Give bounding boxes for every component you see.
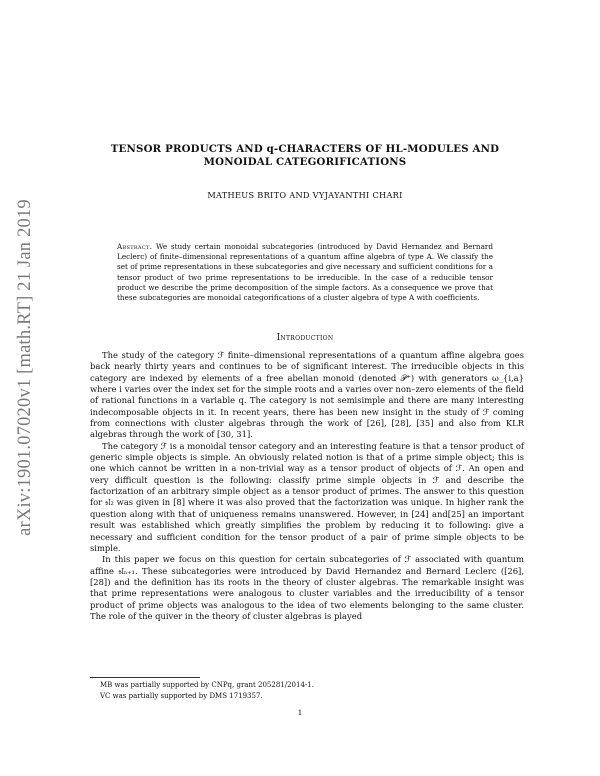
footnote: VC was partially supported by DMS 1719357. [100,691,263,700]
paper-authors: MATHEUS BRITO AND VYJAYANTHI CHARI [207,190,403,200]
abstract-label: Abstract. [117,242,153,251]
footnote: MB was partially supported by CNPq, grant 205281/2014-1. [100,681,314,689]
footnote-divider [90,677,200,678]
page-number: 1 [297,708,303,717]
paragraph: The category ℱ is a monoidal tensor category and an interesting feature is that a tensor product of generic simple objects is simple. An obviously related notion is that of a prime simple object; this is one which cannot be written in a non-trivial way as a tensor product of objects of ℱ. An open and very difficult question is the following: classify prime simple objects in ℱ and describe the factorization of an arbitrary simple object as a tensor product of primes. The answer to this question for 𝔰𝔩₂ was given in [8] where it was also proved that the factorization was unique. In higher rank the question along with that of uniqueness remains unanswered. However, in [24] and[25] an important result was established which greatly simplifies the problem by reducing it to following: give a necessary and sufficient condition for the tensor product of a pair of prime simple objects to be simple. [90,440,524,553]
arxiv-identifier-text: arXiv:1901.07020v1 [math.RT] 21 Jan 2019 [14,198,35,536]
footnotes [90,680,524,701]
paragraph: The study of the category ℱ finite–dimensional representations of a quantum affine algebra goes back nearly thirty years and continues to be of significant interest. The irreducible objects in this category are indexed by elements of a free abelian monoid (denoted 𝒫⁺) with generators ω_{i,a} where i varies over the index set for the simple roots and a varies over non–zero elements of the field of rational functions in a variable q. The category is not semisimple and there are many interesting indecomposable objects in it. In recent years, there has been new insight in the study of ℱ coming from connections with cluster algebras through the work of [26], [28], [35] and also from KLR algebras through the work of [30, 31]. [90,350,524,440]
arxiv-identifier-stamp [13,172,37,562]
introduction-body [90,350,524,622]
abstract-text: We study certain monoidal subcategories (introduced by David Hernandez and Bernard Leclerc) of finite–dimensional representations of a quantum affine algebra of type A. We classify the set of prime representations in these subcategories and give necessary and sufficient conditions for a tensor product of two prime representations to be irreducible. In the case of a reducible tensor product we describe the prime decomposition of the simple factors. As a consequence we prove that these subcategories are monoidal categorifications of a cluster algebra of type A with coefficients. [117,242,493,303]
abstract [117,242,493,303]
section-heading-introduction: Introduction [276,333,334,343]
paragraph: In this paper we focus on this question for certain subcategories of ℱ associated with quantum affine 𝔰𝔩ₙ₊₁. These subcategories were introduced by David Hernandez and Bernard Leclerc ([26], [28]) and the definition has its roots in the theory of cluster algebras. The remarkable insight was that prime representations were analogous to cluster variables and the irreducibility of a tensor product of prime objects was analogous to the idea of two elements belonging to the same cluster. The role of the quiver in the theory of cluster algebras is played [90,554,524,621]
paper-title: TENSOR PRODUCTS AND q-CHARACTERS OF HL-MODULES AND MONOIDAL CATEGORIFICATIONS [110,143,500,168]
